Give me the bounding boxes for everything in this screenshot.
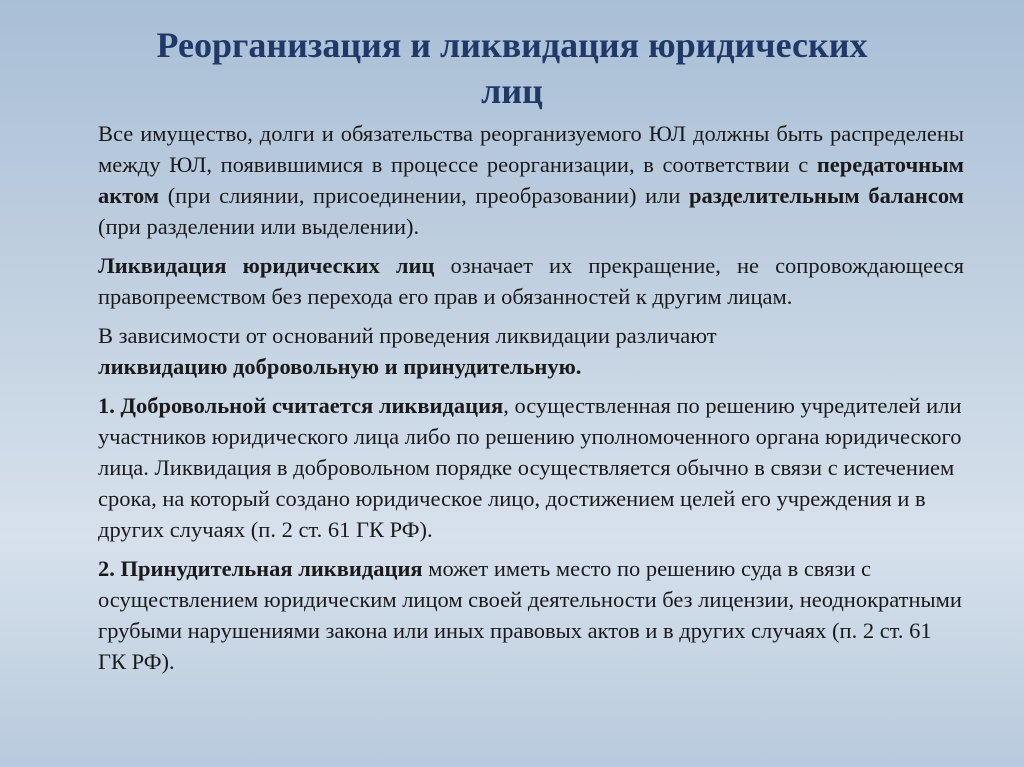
paragraph-liquidation-types	[98, 320, 964, 382]
p5-bold-1: 2. Принудительная ликвидация	[98, 556, 423, 581]
slide-body	[98, 118, 964, 685]
paragraph-voluntary-liquidation	[98, 390, 964, 545]
p2-text-1: означает их прекращение, не сопровождающееся правопреемством без перехода его прав и обязанностей к другим лицам.	[98, 253, 964, 309]
p1-bold-2: разделительным балансом	[688, 183, 964, 208]
p2-bold-1: Ликвидация юридических лиц	[98, 253, 435, 278]
p1-text-1: Все имущество, долги и обязательства реорганизуемого ЮЛ должны быть распределены между ЮЛ, появившимися в процессе реорганизации, в соответствии с	[98, 121, 964, 177]
p3-bold-1: ликвидацию добровольную и принудительную.	[98, 354, 582, 379]
paragraph-liquidation-definition	[98, 250, 964, 312]
p1-bold-1: передаточным актом	[98, 152, 964, 208]
title-line-1: Реорганизация и ликвидация юридических	[156, 25, 868, 65]
title-line-2: лиц	[481, 71, 543, 111]
paragraph-reorganization	[98, 118, 964, 242]
p1-text-2: (при слиянии, присоединении, преобразовании) или	[159, 183, 689, 208]
paragraph-compulsory-liquidation	[98, 553, 964, 677]
p1-text-3: (при разделении или выделении).	[98, 214, 420, 239]
p3-text-1: В зависимости от оснований проведения ликвидации различают	[98, 323, 717, 348]
p5-text-1: может иметь место по решению суда в связи с осуществлением юридическим лицом своей деятельности без лицензии, неоднократными грубыми нарушениями закона или иных правовых актов и в других случаях (п. 2 ст. 61 ГК РФ).	[98, 556, 962, 674]
p4-bold-1: 1. Добровольной считается ликвидация	[98, 393, 504, 418]
slide-title	[60, 22, 964, 114]
p4-text-1: , осуществленная по решению учредителей или участников юридического лица либо по решению уполномоченного органа юридического лица. Ликвидация в добровольном порядке осуществляется обычно в связи с истечением срока, на который создано юридическое лицо, достижением целей его учреждения и в других случаях (п. 2 ст. 61 ГК РФ).	[98, 393, 962, 542]
